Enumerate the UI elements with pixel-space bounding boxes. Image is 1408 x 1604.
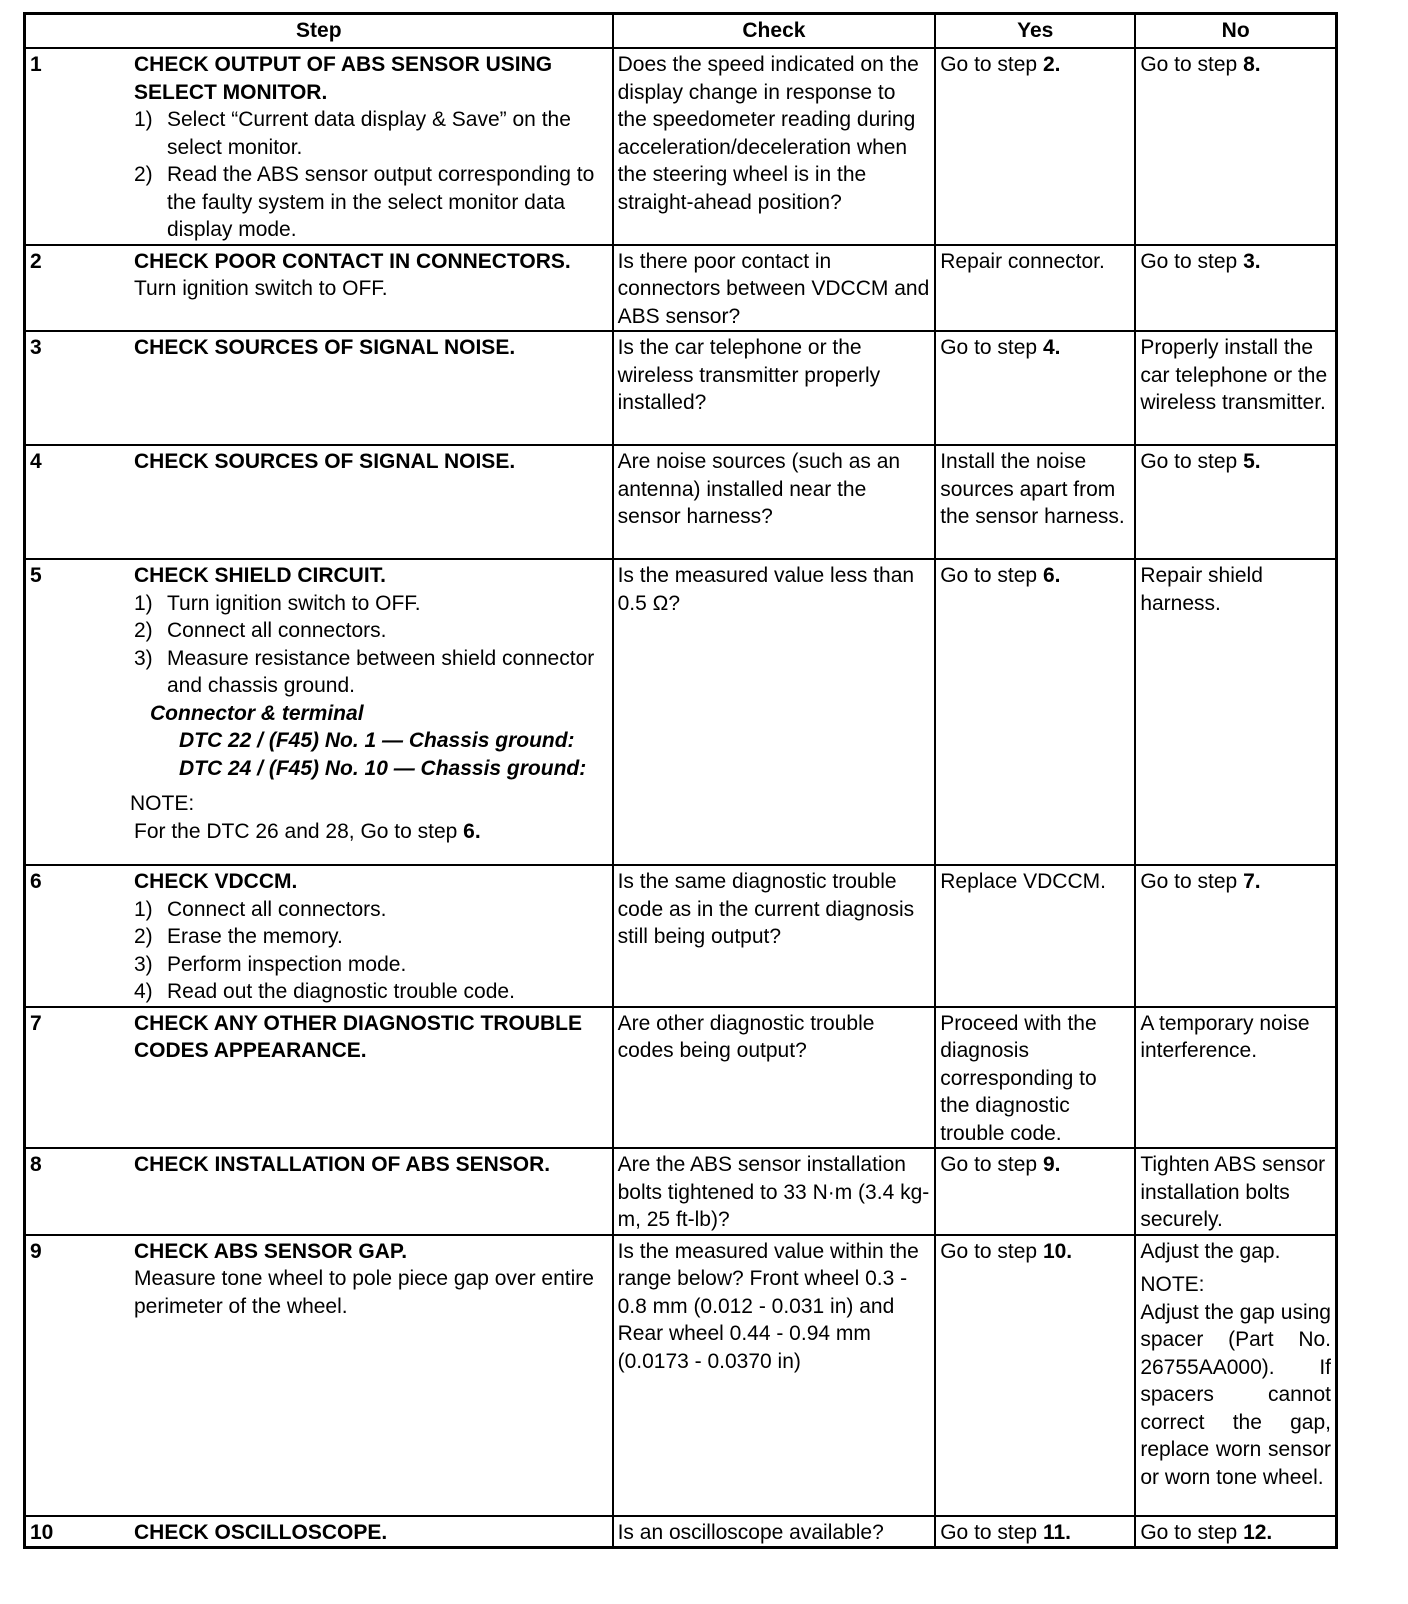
table-row xyxy=(25,245,1337,332)
step-number: 1 xyxy=(30,53,42,76)
header-check: Check xyxy=(613,14,936,49)
table-row xyxy=(25,865,1337,1007)
step-title: CHECK SOURCES OF SIGNAL NOISE. xyxy=(134,336,516,359)
check-cell: Are noise sources (such as an antenna) installed near the sensor harness? xyxy=(613,445,936,559)
check-cell: Are the ABS sensor installation bolts tightened to 33 N·m (3.4 kg-m, 25 ft-lb)? xyxy=(613,1148,936,1235)
note-text: Adjust the gap using spacer (Part No. 26755AA000). If spacers cannot correct the gap, replace worn sensor or worn tone wheel. xyxy=(1140,1300,1331,1489)
header-step: Step xyxy=(25,14,613,49)
step-title: CHECK POOR CONTACT IN CONNECTORS. xyxy=(134,249,571,273)
step-title: CHECK ANY OTHER DIAGNOSTIC TROUBLE CODES APPEARANCE. xyxy=(134,1011,583,1062)
step-title: CHECK ABS SENSOR GAP. xyxy=(134,1239,408,1263)
connector-terminal-label: Connector & terminal xyxy=(150,701,364,725)
note-label: NOTE: xyxy=(130,792,195,815)
instruction-item: 1) Turn ignition switch to OFF. xyxy=(134,591,421,615)
check-cell: Is the measured value within the range below? Front wheel 0.3 - 0.8 mm (0.012 - 0.031 in) and Rear wheel 0.44 - 0.94 mm (0.0173 - 0.0370 in) xyxy=(613,1235,936,1516)
step-cell xyxy=(25,559,613,865)
check-cell: Does the speed indicated on the display change in response to the speedometer reading during acceleration/deceleration when the steering wheel is in the straight-ahead position? xyxy=(613,48,936,245)
table-row xyxy=(25,1007,1337,1149)
step-number: 5 xyxy=(30,564,42,587)
header-no: No xyxy=(1135,14,1336,49)
step-cell xyxy=(25,865,613,1007)
check-cell: Is the car telephone or the wireless transmitter properly installed? xyxy=(613,331,936,445)
step-number: 4 xyxy=(30,450,42,473)
no-cell xyxy=(1135,1235,1336,1516)
step-title: CHECK SOURCES OF SIGNAL NOISE. xyxy=(134,450,516,473)
no-cell: Go to step 3. xyxy=(1135,245,1336,332)
instruction-item: 3) Perform inspection mode. xyxy=(134,952,407,976)
table-row xyxy=(25,1235,1337,1516)
table-row xyxy=(25,445,1337,559)
check-cell: Is there poor contact in connectors between VDCCM and ABS sensor? xyxy=(613,245,936,332)
step-instructions xyxy=(134,106,608,244)
no-cell: Properly install the car telephone or the wireless transmitter. xyxy=(1135,331,1336,445)
step-cell xyxy=(25,1516,613,1548)
no-cell: Go to step 5. xyxy=(1135,445,1336,559)
note-label: NOTE: xyxy=(1140,1273,1205,1296)
step-cell xyxy=(25,1235,613,1516)
step-title: CHECK VDCCM. xyxy=(134,870,298,893)
check-cell: Is an oscilloscope available? xyxy=(613,1516,936,1548)
note-text: For the DTC 26 and 28, Go to step 6. xyxy=(134,819,481,843)
no-cell: Tighten ABS sensor installation bolts securely. xyxy=(1135,1148,1336,1235)
header-yes: Yes xyxy=(935,14,1135,49)
table-row xyxy=(25,1148,1337,1235)
yes-cell: Go to step 2. xyxy=(935,48,1135,245)
terminal-spec: DTC 24 / (F45) No. 10 — Chassis ground: xyxy=(179,756,587,780)
instruction-item: 1) Connect all connectors. xyxy=(134,897,387,921)
step-cell xyxy=(25,1148,613,1235)
check-cell: Is the measured value less than 0.5 Ω? xyxy=(613,559,936,865)
step-cell xyxy=(25,1007,613,1149)
no-cell: Go to step 12. xyxy=(1135,1516,1336,1548)
step-title: CHECK OSCILLOSCOPE. xyxy=(134,1520,388,1544)
terminal-spec: DTC 22 / (F45) No. 1 — Chassis ground: xyxy=(179,729,575,752)
instruction-item: 4) Read out the diagnostic trouble code. xyxy=(134,980,515,1003)
no-cell: Go to step 7. xyxy=(1135,865,1336,1007)
instruction-item: 1) Select “Current data display & Save” on the select monitor. xyxy=(134,108,571,159)
no-action: Adjust the gap. xyxy=(1140,1239,1281,1263)
table-header-row xyxy=(25,14,1337,49)
step-number: 9 xyxy=(30,1239,42,1263)
yes-cell: Go to step 6. xyxy=(935,559,1135,865)
step-number: 3 xyxy=(30,336,42,359)
instruction-item: 2) Read the ABS sensor output corresponding to the faulty system in the select monitor data display mode. xyxy=(134,163,595,241)
step-instructions xyxy=(134,590,608,700)
step-number: 6 xyxy=(30,870,42,893)
table-row xyxy=(25,331,1337,445)
step-title: CHECK INSTALLATION OF ABS SENSOR. xyxy=(134,1153,551,1176)
step-number: 2 xyxy=(30,249,42,273)
instruction-item: 3) Measure resistance between shield connector and chassis ground. xyxy=(134,646,595,697)
yes-cell: Go to step 9. xyxy=(935,1148,1135,1235)
no-cell: Repair shield harness. xyxy=(1135,559,1336,865)
diagnostic-procedure-document xyxy=(23,12,1338,1549)
step-cell xyxy=(25,331,613,445)
diagnostic-table xyxy=(23,12,1338,1549)
step-number: 10 xyxy=(30,1520,54,1544)
step-cell xyxy=(25,445,613,559)
yes-cell: Proceed with the diagnosis corresponding to the diagnostic trouble code. xyxy=(935,1007,1135,1149)
step-number: 7 xyxy=(30,1011,42,1035)
step-description: Measure tone wheel to pole piece gap over entire perimeter of the wheel. xyxy=(134,1267,594,1318)
table-row xyxy=(25,1516,1337,1548)
yes-cell: Go to step 11. xyxy=(935,1516,1135,1548)
step-cell xyxy=(25,245,613,332)
table-row xyxy=(25,559,1337,865)
step-description: Turn ignition switch to OFF. xyxy=(134,277,388,300)
check-cell: Is the same diagnostic trouble code as in the current diagnosis still being output? xyxy=(613,865,936,1007)
table-row xyxy=(25,48,1337,245)
yes-cell: Install the noise sources apart from the sensor harness. xyxy=(935,445,1135,559)
step-cell xyxy=(25,48,613,245)
instruction-item: 2) Erase the memory. xyxy=(134,925,343,948)
no-cell: A temporary noise interference. xyxy=(1135,1007,1336,1149)
check-cell: Are other diagnostic trouble codes being output? xyxy=(613,1007,936,1149)
yes-cell: Go to step 4. xyxy=(935,331,1135,445)
yes-cell: Go to step 10. xyxy=(935,1235,1135,1516)
instruction-item: 2) Connect all connectors. xyxy=(134,619,387,642)
no-cell: Go to step 8. xyxy=(1135,48,1336,245)
yes-cell: Repair connector. xyxy=(935,245,1135,332)
yes-cell: Replace VDCCM. xyxy=(935,865,1135,1007)
step-title: CHECK SHIELD CIRCUIT. xyxy=(134,564,387,587)
step-number: 8 xyxy=(30,1153,42,1176)
step-instructions xyxy=(134,896,608,1006)
step-title: CHECK OUTPUT OF ABS SENSOR USING SELECT MONITOR. xyxy=(134,53,553,104)
